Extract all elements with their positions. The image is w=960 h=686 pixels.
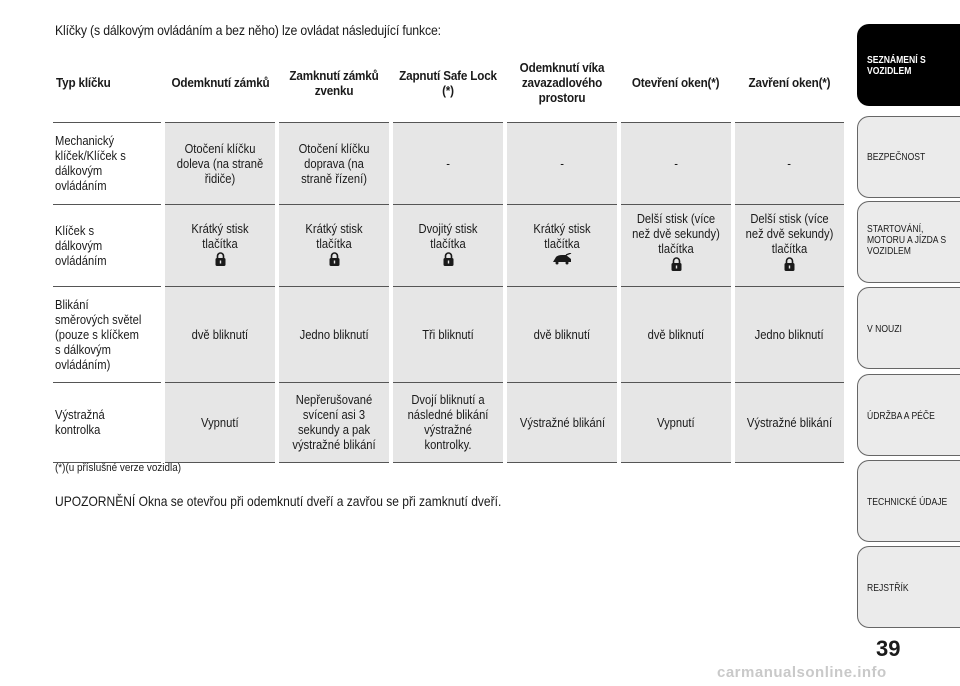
table-cell: dvě bliknutí bbox=[505, 286, 619, 382]
row-label: Výstražná kontrolka bbox=[55, 407, 105, 437]
tab-udrzba-a-pece[interactable] bbox=[857, 374, 960, 456]
row-label: Klíček s dálkovým ovládáním bbox=[55, 222, 107, 268]
tab-label-line: BEZPEČNOST bbox=[867, 152, 926, 163]
table-cell: dvě bliknutí bbox=[619, 286, 733, 382]
tab-bezpecnost[interactable] bbox=[857, 116, 960, 198]
table-row bbox=[53, 382, 846, 462]
table-cell: Tři bliknutí bbox=[391, 286, 505, 382]
car-trunk-icon bbox=[552, 253, 572, 265]
table-cell: Vypnutí bbox=[163, 382, 277, 462]
row-label: Blikání směrových světel (pouze s klíčkem s dálkovým ovládáním) bbox=[55, 296, 142, 372]
table-cell: Jedno bliknutí bbox=[733, 286, 846, 382]
table-cell: Výstražné blikání bbox=[733, 382, 846, 462]
tab-v-nouzi[interactable] bbox=[857, 287, 960, 369]
tab-label-line: TECHNICKÉ ÚDAJE bbox=[867, 497, 948, 508]
table-row bbox=[53, 286, 846, 382]
table-cell: Jedno bliknutí bbox=[277, 286, 391, 382]
table-cell: - bbox=[505, 122, 619, 204]
tab-startovani[interactable] bbox=[857, 201, 960, 283]
header-close-windows: Zavření oken(*) bbox=[748, 75, 831, 91]
lock-icon bbox=[215, 252, 226, 266]
header-safe-lock: Zapnutí Safe Lock (*) bbox=[399, 67, 497, 98]
table-cell: Otočení klíčku doleva (na straně řidiče) bbox=[163, 122, 277, 204]
table-cell: Otočení klíčku doprava (na straně řízení) bbox=[277, 122, 391, 204]
header-key-type: Typ klíčku bbox=[56, 75, 111, 91]
table-cell: - bbox=[619, 122, 733, 204]
table-cell: Krátký stisk tlačítka bbox=[505, 204, 619, 286]
table-cell: - bbox=[733, 122, 846, 204]
tab-seznameni-s-vozidlem[interactable] bbox=[857, 24, 960, 106]
tab-rejstrik[interactable] bbox=[857, 546, 960, 628]
lock-icon bbox=[329, 252, 340, 266]
intro-text: Klíčky (s dálkovým ovládáním a bez něho) lze ovládat následující funkce: bbox=[55, 22, 441, 38]
footnote: (*)(u příslušné verze vozidla) bbox=[55, 462, 181, 474]
table-cell: dvě bliknutí bbox=[163, 286, 277, 382]
page-number: 39 bbox=[876, 636, 901, 661]
table-cell: Dvojí bliknutí a následné blikání výstražné kontrolky. bbox=[391, 382, 505, 462]
header-open-windows: Otevření oken(*) bbox=[632, 75, 720, 91]
table-cell: Výstražné blikání bbox=[505, 382, 619, 462]
tab-label-line: VOZIDLEM bbox=[867, 66, 912, 77]
table-cell: Delší stisk (více než dvě sekundy) tlačítka bbox=[733, 204, 846, 286]
warning-note: UPOZORNĚNÍ Okna se otevřou při odemknutí dveří a zavřou se při zamknutí dveří. bbox=[55, 493, 502, 509]
table-cell: Nepřerušované svícení asi 3 sekundy a pak výstražné blikání bbox=[277, 382, 391, 462]
tab-label-line: VOZIDLEM bbox=[867, 246, 911, 257]
lock-icon bbox=[784, 257, 795, 271]
lock-icon bbox=[443, 252, 454, 266]
table-cell: - bbox=[391, 122, 505, 204]
table-cell: Vypnutí bbox=[619, 382, 733, 462]
table-header-row bbox=[53, 44, 846, 122]
table-row bbox=[53, 204, 846, 286]
tab-label-line: V NOUZI bbox=[867, 324, 902, 335]
tab-technicke-udaje[interactable] bbox=[857, 460, 960, 542]
lock-icon bbox=[671, 257, 682, 271]
table-cell: Krátký stisk tlačítka bbox=[277, 204, 391, 286]
tab-label-line: MOTORU A JÍZDA S bbox=[867, 235, 947, 246]
table-cell: Delší stisk (více než dvě sekundy) tlačítka bbox=[619, 204, 733, 286]
tab-label-line: STARTOVÁNÍ, bbox=[867, 224, 924, 235]
header-trunk-unlock: Odemknutí víka zavazadlového prostoru bbox=[519, 60, 605, 106]
key-functions-table bbox=[53, 44, 848, 463]
table-cell: Dvojitý stisk tlačítka bbox=[391, 204, 505, 286]
row-label: Mechanický klíček/Klíček s dálkovým ovládáním bbox=[55, 133, 126, 193]
tab-label-line: ÚDRŽBA A PÉČE bbox=[867, 411, 935, 422]
tab-label-line: REJSTŘÍK bbox=[867, 583, 909, 594]
tab-label-line: SEZNÁMENÍ S bbox=[867, 55, 926, 66]
watermark: carmanualsonline.info bbox=[717, 664, 887, 681]
header-unlock: Odemknutí zámků bbox=[170, 75, 270, 91]
table-row bbox=[53, 122, 846, 204]
table-cell: Krátký stisk tlačítka bbox=[163, 204, 277, 286]
header-lock-outside: Zamknutí zámků zvenku bbox=[289, 67, 379, 98]
